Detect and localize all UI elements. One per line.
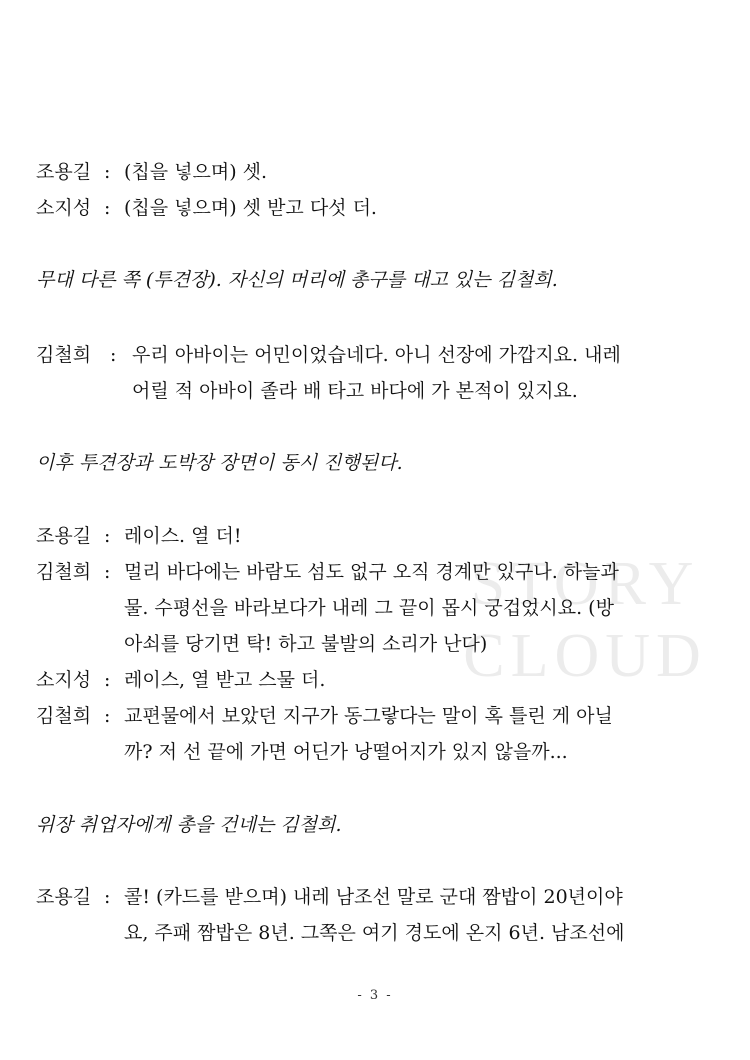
watermark-line-2: CLOUD (463, 622, 707, 690)
dialogue-text: 레이스. 열 더! (124, 525, 242, 547)
speaker-separator: : (104, 886, 111, 908)
dialogue-text: 아쇠를 당기면 탁! 하고 불발의 소리가 난다) (124, 633, 488, 655)
speaker-name: 조용길 (36, 161, 92, 183)
dialogue-text: 교편물에서 보았던 지구가 동그랗다는 말이 혹 틀린 게 아닐 (124, 705, 613, 727)
speaker-separator: : (104, 705, 111, 727)
speaker-separator: : (104, 561, 111, 583)
dialogue-text: (칩을 넣으며) 셋. (124, 161, 268, 183)
stage-direction: 이후 투견장과 도박장 장면이 동시 진행된다. (36, 452, 403, 474)
speaker-name: 조용길 (36, 886, 92, 908)
dialogue-text: 레이스, 열 받고 스물 더. (124, 669, 326, 691)
speaker-separator: : (104, 197, 111, 219)
dialogue-text: (칩을 넣으며) 셋 받고 다섯 더. (124, 197, 377, 219)
stage-direction: 무대 다른 쪽 (투견장). 자신의 머리에 총구를 대고 있는 김철희. (36, 269, 558, 291)
speaker-separator: : (104, 669, 111, 691)
page-number: - 3 - (357, 988, 393, 1003)
speaker-name: 김철희 (36, 344, 92, 366)
stage-direction: 위장 취업자에게 총을 건네는 김철희. (36, 814, 342, 836)
watermark-line-1: STORY (470, 550, 700, 618)
dialogue-text: 물. 수평선을 바라보다가 내레 그 끝이 몹시 궁겁었시요. (방 (124, 597, 614, 619)
speaker-name: 조용길 (36, 525, 92, 547)
speaker-separator: : (110, 344, 117, 366)
speaker-name: 김철희 (36, 561, 92, 583)
dialogue-text: 우리 아바이는 어민이었습네다. 아니 선장에 가깝지요. 내레 (132, 344, 621, 366)
dialogue-text: 까? 저 선 끝에 가면 어딘가 낭떨어지가 있지 않을까... (124, 741, 568, 763)
speaker-name: 김철희 (36, 705, 92, 727)
speaker-name: 소지성 (36, 197, 92, 219)
speaker-separator: : (104, 525, 111, 547)
dialogue-text: 멀리 바다에는 바람도 섬도 없구 오직 경계만 있구나. 하늘과 (124, 561, 619, 583)
dialogue-text: 어릴 적 아바이 졸라 배 타고 바다에 가 본적이 있지요. (132, 380, 578, 402)
speaker-name: 소지성 (36, 669, 92, 691)
dialogue-text: 콜! (카드를 받으며) 내레 남조선 말로 군대 짬밥이 20년이야 (124, 886, 623, 908)
dialogue-text: 요, 주패 짬밥은 8년. 그쪽은 여기 경도에 온지 6년. 남조선에 (124, 922, 625, 944)
speaker-separator: : (104, 161, 111, 183)
